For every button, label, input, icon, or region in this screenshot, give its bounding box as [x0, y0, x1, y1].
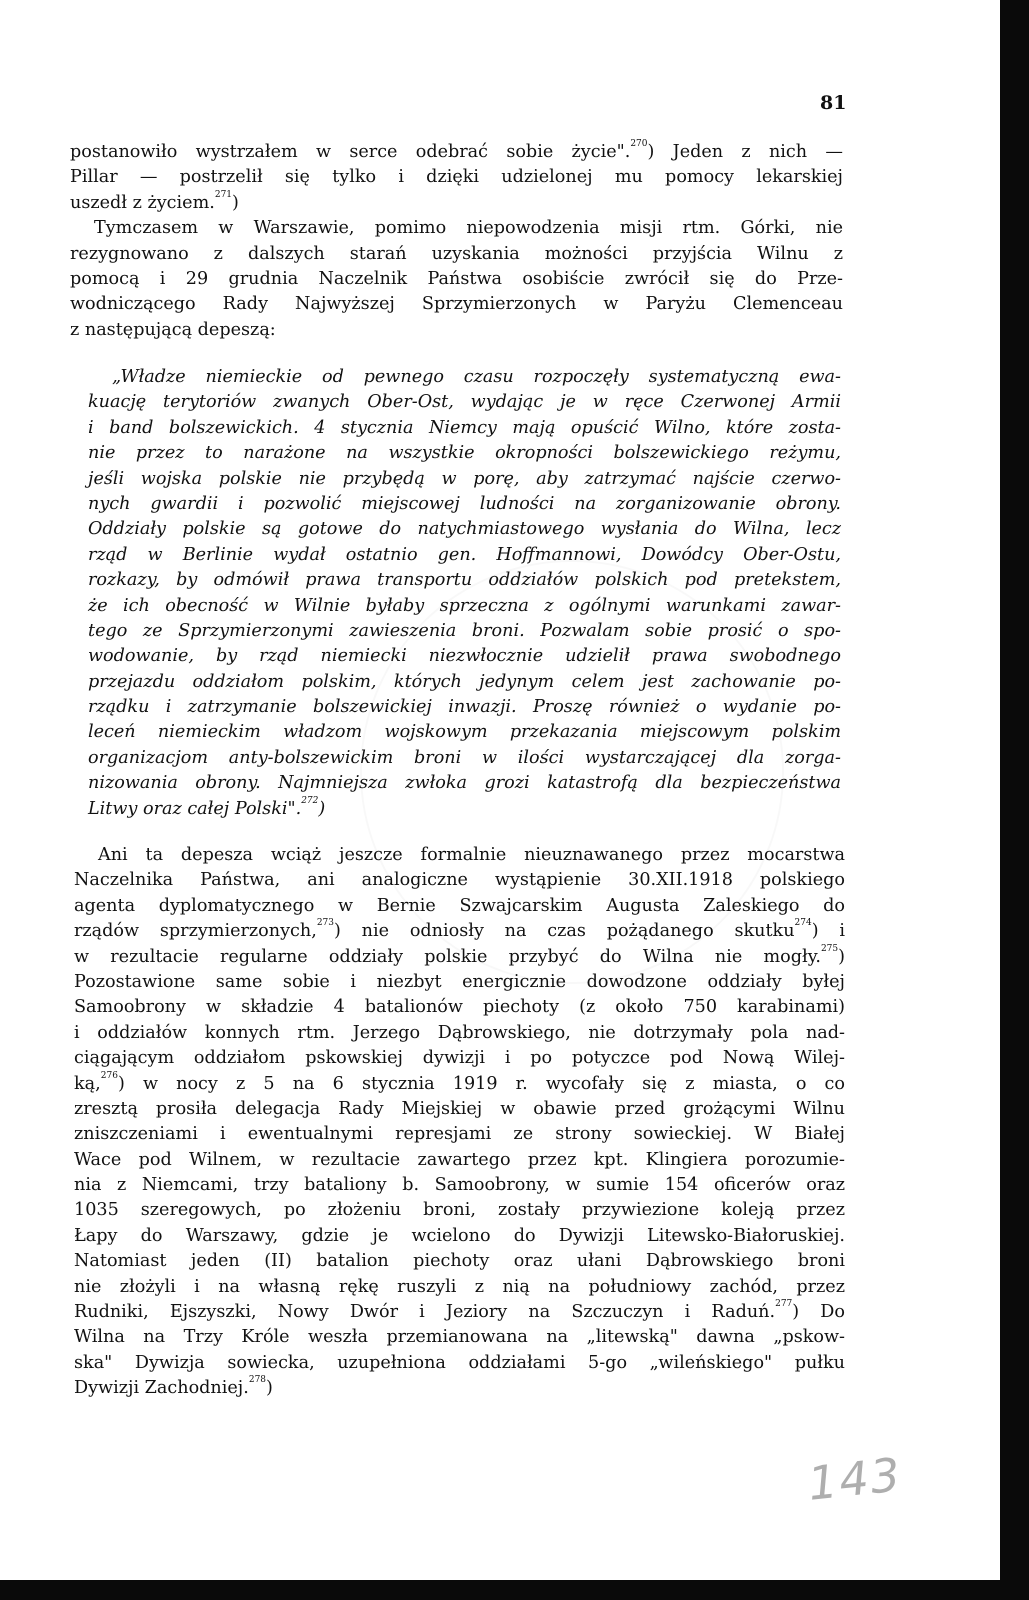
text-line	[88, 416, 841, 441]
text-fragment: )	[838, 946, 845, 967]
text-line	[88, 492, 841, 517]
text-line	[88, 771, 841, 796]
text-fragment: w rezultacie regularne oddziały polskie przybyć do Wilna nie mogły.	[74, 946, 821, 967]
text-fragment: rezygnowano z dalszych starań uzyskania możności przyjścia Wilnu z	[70, 243, 843, 264]
text-fragment: z następującą depeszą:	[70, 319, 276, 340]
text-line	[74, 1097, 845, 1122]
text-line	[70, 267, 843, 292]
text-line	[74, 970, 845, 995]
text-fragment: rozkazy, by odmówił prawa transportu oddziałów polskich pod pretekstem,	[88, 570, 841, 591]
text-line	[88, 695, 841, 720]
text-line	[70, 292, 843, 317]
text-fragment: Oddziały polskie są gotowe do natychmiastowego wysłania do Wilna, lecz	[88, 519, 841, 540]
text-fragment: uszedł z życiem.	[70, 192, 215, 213]
text-fragment: agenta dyplomatycznego w Bernie Szwajcarskim Augusta Zaleskiego do	[74, 895, 845, 916]
text-line	[70, 191, 843, 216]
text-line	[88, 644, 841, 669]
text-fragment: organizacjom anty-bolszewickim broni w ilości wystarczającej dla zorga-	[88, 747, 841, 768]
text-fragment: Litwy oraz całej Polski".	[88, 798, 302, 819]
text-fragment: rządów sprzymierzonych,	[74, 921, 317, 942]
text-fragment: )	[318, 798, 326, 819]
footnote-ref: 276	[100, 1070, 118, 1081]
text-fragment: postanowiło wystrzałem w serce odebrać sobie życie".	[70, 142, 631, 162]
text-fragment: tego ze Sprzymierzonymi zawieszenia broni. Pozwalam sobie prosić o spo-	[88, 620, 841, 641]
scan-edge-right	[1000, 0, 1029, 1600]
text-line	[88, 365, 841, 390]
text-fragment: pomocą i 29 grudnia Naczelnik Państwa osobiście zwrócił się do Prze-	[70, 268, 843, 289]
text-line	[88, 670, 841, 695]
footnote-ref: 272	[301, 795, 319, 806]
text-fragment: nych gwardii i pozwolić miejscowej ludności na zorganizowanie obrony.	[88, 493, 841, 514]
text-line	[88, 619, 841, 644]
text-line	[74, 1046, 845, 1071]
text-line	[74, 1072, 845, 1097]
footnote-ref: 274	[794, 918, 812, 929]
text-fragment: zniszczeniami i ewentualnymi represjami ze strony sowieckiej. W Białej	[74, 1124, 845, 1145]
text-fragment: ) Jeden z nich —	[647, 142, 843, 162]
text-line	[74, 1122, 845, 1147]
text-line	[70, 140, 843, 165]
text-line	[70, 242, 843, 267]
text-fragment: nie przez to narażone na wszystkie okropności bolszewickiego reżymu,	[88, 443, 841, 464]
text-fragment: leceń niemieckim władzom wojskowym przekazania miejscowym polskim	[88, 722, 841, 743]
text-fragment: przejazdu oddziałom polskim, których jedynym celem jest zachowanie po-	[88, 671, 841, 692]
text-line	[74, 1249, 845, 1274]
text-line	[70, 216, 843, 241]
text-line	[88, 568, 841, 593]
text-fragment: Wilna na Trzy Króle weszła przemianowana na „litewską" dawna „pskow-	[74, 1327, 845, 1348]
text-line	[74, 945, 845, 970]
text-line	[74, 1021, 845, 1046]
text-line	[74, 1376, 845, 1401]
text-line	[88, 797, 841, 822]
text-fragment: nizowania obrony. Najmniejsza zwłoka grozi katastrofą dla bezpieczeństwa	[88, 773, 841, 794]
text-line	[74, 843, 845, 868]
text-line	[74, 894, 845, 919]
text-fragment: ciągającym oddziałom pskowskiej dywizji i po potyczce pod Nową Wilej-	[74, 1048, 845, 1069]
text-line	[74, 1275, 845, 1300]
text-fragment: ) Do	[792, 1302, 845, 1323]
text-line	[70, 165, 843, 190]
paragraph-main	[74, 843, 845, 1402]
text-line	[74, 1173, 845, 1198]
text-fragment: ką,	[74, 1073, 101, 1094]
text-fragment: )	[232, 192, 239, 213]
text-fragment: wodowanie, by rząd niemiecki niezwłocznie udzielił prawa swobodnego	[88, 646, 841, 667]
text-line	[88, 441, 841, 466]
text-fragment: ska" Dywizja sowiecka, uzupełniona oddziałami 5-go „wileńskiego" pułku	[74, 1352, 845, 1373]
text-fragment: Samoobrony w składzie 4 batalionów piechoty (z około 750 karabinami)	[74, 997, 845, 1018]
text-fragment: i band bolszewickich. 4 stycznia Niemcy mają opuścić Wilno, które zosta-	[88, 417, 841, 438]
footnote-ref: 273	[316, 918, 335, 929]
text-fragment: Natomiast jeden (II) batalion piechoty oraz ułani Dąbrowskiego broni	[74, 1251, 845, 1272]
text-fragment: ) nie odniosły na czas pożądanego skutku	[334, 921, 795, 942]
text-fragment: rząd w Berlinie wydał ostatnio gen. Hoffmannowi, Dowódcy Ober-Ostu,	[88, 544, 841, 565]
paragraph-intro	[70, 140, 843, 343]
text-fragment: ) w nocy z 5 na 6 stycznia 1919 r. wycofały się z miasta, o co	[117, 1073, 845, 1094]
text-line	[74, 868, 845, 893]
footnote-ref: 275	[820, 943, 839, 954]
text-fragment: Naczelnika Państwa, ani analogiczne wystąpienie 30.XII.1918 polskiego	[74, 870, 845, 891]
text-fragment: „Władze niemieckie od pewnego czasu rozpoczęły systematyczną ewa-	[112, 367, 841, 387]
text-line	[74, 1300, 845, 1325]
text-fragment: Pillar — postrzelił się tylko i dzięki udzielonej mu pomocy lekarskiej	[70, 167, 843, 188]
text-fragment: nia z Niemcami, trzy bataliony b. Samoobrony, w sumie 154 oficerów oraz	[74, 1175, 845, 1196]
text-fragment: Ani ta depesza wciąż jeszcze formalnie nieuznawanego przez mocarstwa	[98, 845, 845, 865]
text-fragment: nie złożyli i na własną rękę ruszyli z nią na południowy zachód, przez	[74, 1276, 845, 1297]
footnote-ref: 277	[775, 1299, 793, 1310]
text-fragment: 1035 szeregowych, po złożeniu broni, zostały przywiezione koleją przez	[74, 1200, 845, 1221]
quoted-telegram	[88, 365, 841, 822]
text-line	[88, 746, 841, 771]
text-fragment: Wace pod Wilnem, w rezultacie zawartego przez kpt. Klingiera porozumie-	[74, 1149, 845, 1170]
text-fragment: że ich obecność w Wilnie byłaby sprzeczna z ogólnymi warunkami zawar-	[88, 595, 841, 616]
text-fragment: Dywizji Zachodniej.	[74, 1378, 249, 1399]
text-line	[74, 1224, 845, 1249]
text-fragment: Rudniki, Ejszyszki, Nowy Dwór i Jeziory na Szczuczyn i Raduń.	[74, 1302, 776, 1323]
text-fragment: Tymczasem w Warszawie, pomimo niepowodzenia misji rtm. Górki, nie	[94, 218, 843, 239]
text-fragment: zresztą prosiła delegacja Rady Miejskiej w obawie przed grożącymi Wilnu	[74, 1098, 845, 1119]
text-line	[74, 919, 845, 944]
text-line	[74, 995, 845, 1020]
text-line	[74, 1198, 845, 1223]
text-fragment: jeśli wojska polskie nie przybędą w porę, aby zatrzymać najście czerwo-	[88, 468, 841, 489]
text-line	[88, 390, 841, 415]
text-line	[88, 517, 841, 542]
text-line	[70, 318, 843, 343]
text-line	[74, 1148, 845, 1173]
footnote-ref: 271	[214, 189, 233, 200]
text-line	[88, 543, 841, 568]
text-fragment: Pozostawione same sobie i niezbyt energicznie dowodzone oddziały byłej	[74, 971, 845, 992]
text-line	[88, 594, 841, 619]
text-line	[74, 1351, 845, 1376]
text-fragment: kuację terytoriów zwanych Ober-Ost, wydając je w ręce Czerwonej Armii	[88, 392, 841, 413]
text-fragment: ) i	[811, 921, 845, 942]
footnote-ref: 270	[630, 139, 648, 149]
text-line	[88, 467, 841, 492]
text-fragment: wodniczącego Rady Najwyższej Sprzymierzonych w Paryżu Clemenceau	[70, 294, 843, 315]
text-fragment: i oddziałów konnych rtm. Jerzego Dąbrowskiego, nie dotrzymały pola nad-	[74, 1022, 845, 1043]
page-number: 81	[820, 92, 847, 114]
handwritten-folio-number: 143	[805, 1447, 905, 1511]
scan-edge-bottom	[0, 1580, 1029, 1600]
text-line	[74, 1325, 845, 1350]
text-fragment: )	[266, 1378, 273, 1399]
text-line	[88, 720, 841, 745]
footnote-ref: 278	[248, 1375, 267, 1386]
text-fragment: Łapy do Warszawy, gdzie je wcielono do Dywizji Litewsko-Białoruskiej.	[74, 1225, 845, 1246]
text-fragment: rządku i zatrzymanie bolszewickiej inwazji. Proszę również o wydanie po-	[88, 697, 841, 718]
